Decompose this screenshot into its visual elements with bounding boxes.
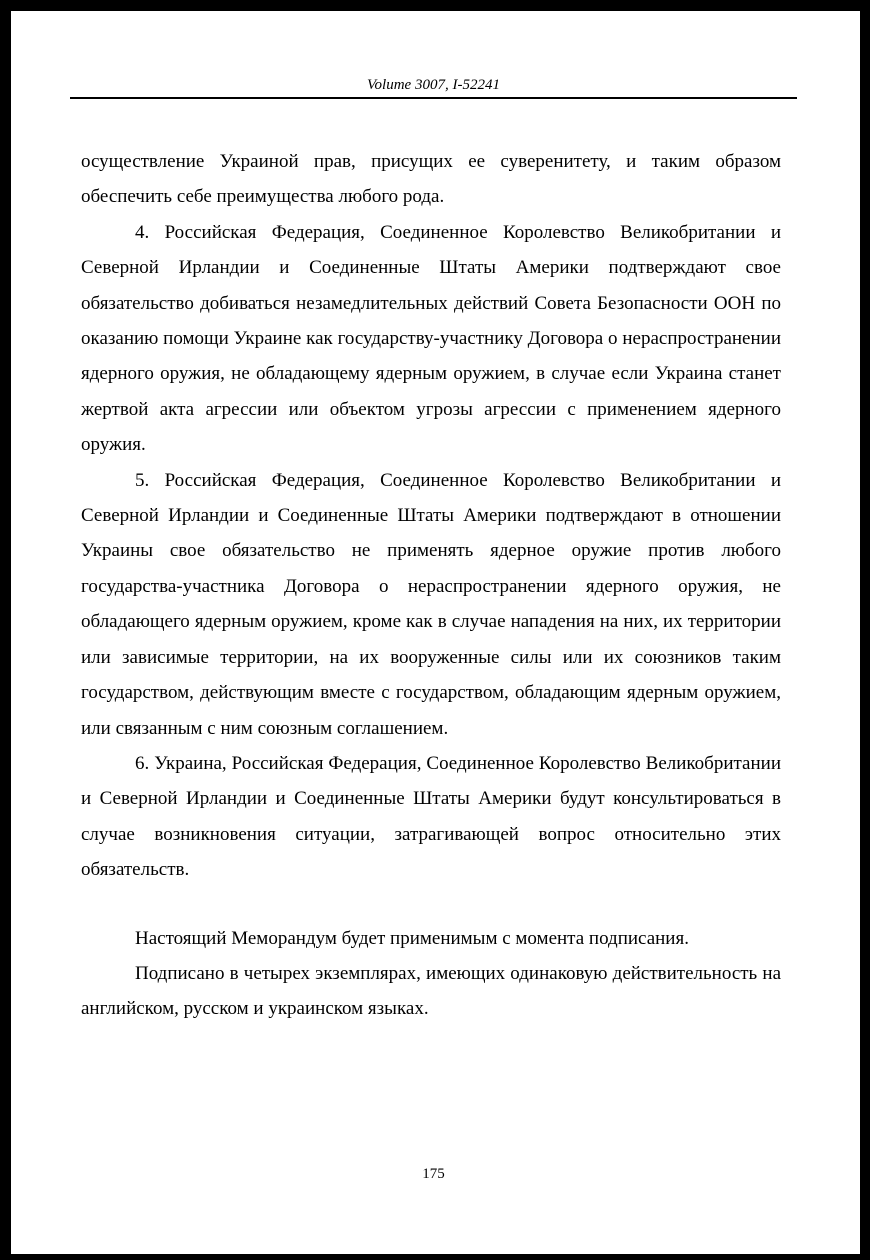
paragraph-item-5: 5. Российская Федерация, Соединенное Королевство Великобритании и Северной Ирландии и Соединенные Штаты Америки подтверждают в отношении Украины свое обязательство не применять ядерное оружие против любого государства-участника Договора о нераспространении ядерного оружия, не обладающего ядерным оружием, кроме как в случае нападения на них, их территории или зависимые территории, на их вооруженные силы или их союзников таким государством, действующим вместе с государством, обладающим ядерным оружием, или связанным с ним союзным соглашением. xyxy=(81,469,781,739)
header-rule xyxy=(70,97,797,99)
paragraph-item-6: 6. Украина, Российская Федерация, Соединенное Королевство Великобритании и Северной Ирландии и Соединенные Штаты Америки будут консультироваться в случае возникновения ситуации, затрагивающей вопрос относительно этих обязательств. xyxy=(81,752,781,881)
paragraph-effective-clause: Настоящий Меморандум будет применимым с момента подписания. xyxy=(135,927,689,949)
document-page xyxy=(11,11,860,1254)
document-body xyxy=(81,144,781,1027)
page-number: 175 xyxy=(422,1166,445,1182)
paragraph-item-4: 4. Российская Федерация, Соединенное Королевство Великобритании и Северной Ирландии и Соединенные Штаты Америки подтверждают свое обязательство добиваться незамедлительных действий Совета Безопасности ООН по оказанию помощи Украине как государству-участнику Договора о нераспространении ядерного оружия, не обладающему ядерным оружием, в случае если Украина станет жертвой акта агрессии или объектом угрозы агрессии с применением ядерного оружия. xyxy=(81,221,781,456)
page-header: Volume 3007, I-52241 xyxy=(367,77,500,93)
paragraph-signature-clause: Подписано в четырех экземплярах, имеющих одинаковую действительность на английском, русском и украинском языках. xyxy=(81,962,781,1020)
paragraph-continuation: осуществление Украиной прав, присущих ее суверенитету, и таким образом обеспечить себе преимущества любого рода. xyxy=(81,151,781,208)
